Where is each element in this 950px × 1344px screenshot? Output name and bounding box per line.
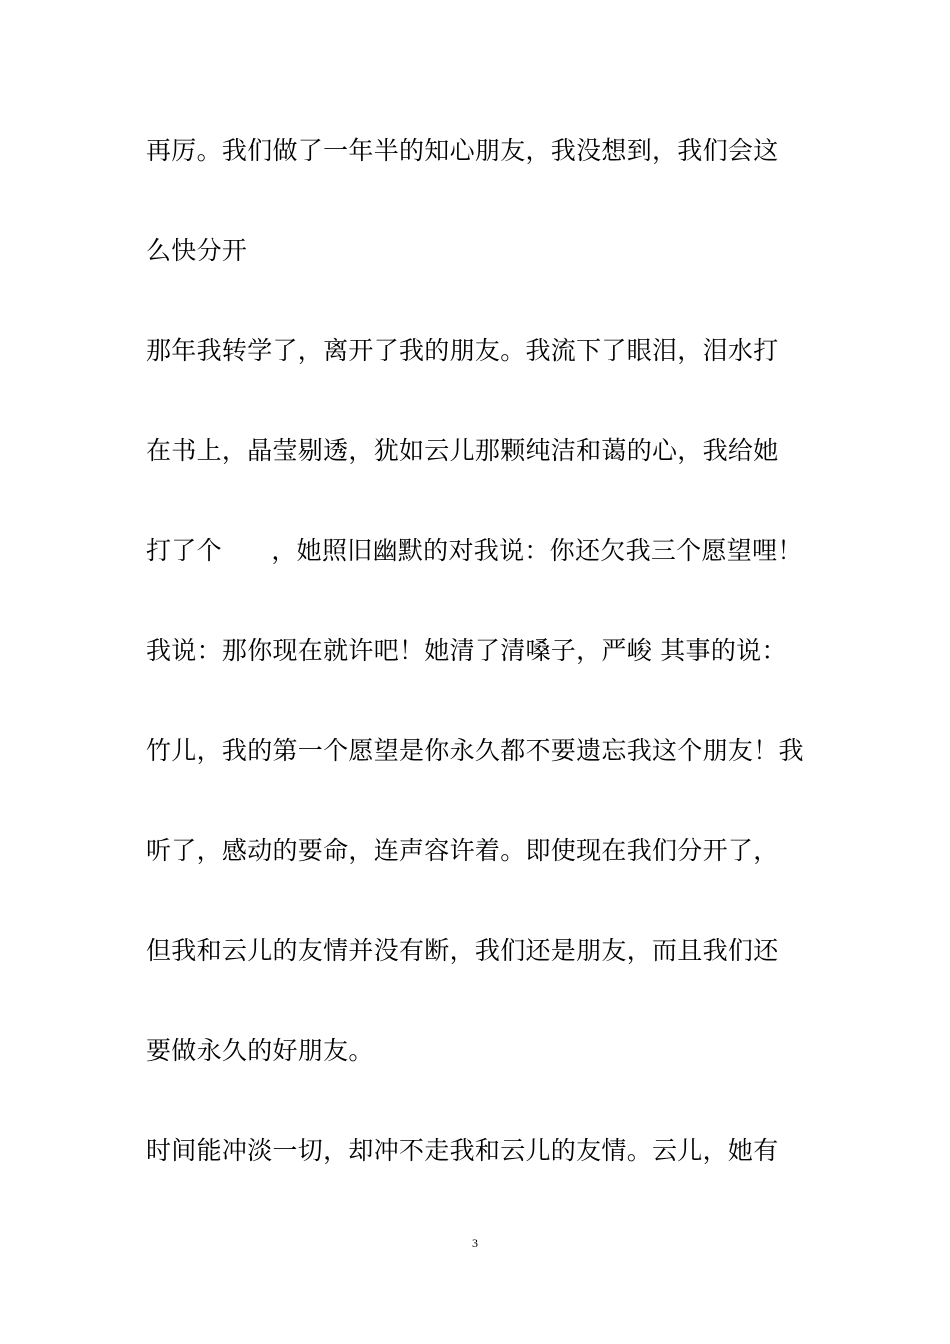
- text-line: 打了个 ，她照旧幽默的对我说：你还欠我三个愿望哩！: [146, 536, 803, 565]
- page-number: 3: [472, 1236, 478, 1250]
- text-line: 我说：那你现在就许吧！她清了清嗓子，严峻 其事的说：: [146, 636, 787, 665]
- text-line: 再厉。我们做了一年半的知心朋友，我没想到，我们会这: [146, 136, 779, 165]
- text-line: 时间能冲淡一切，却冲不走我和云儿的友情。云儿，她有: [146, 1136, 779, 1165]
- text-line: 但我和云儿的友情并没有断，我们还是朋友，而且我们还: [146, 936, 779, 965]
- text-line: 么快分开: [146, 236, 248, 265]
- text-line: 要做永久的好朋友。: [146, 1036, 374, 1065]
- text-line: 那年我转学了，离开了我的朋友。我流下了眼泪，泪水打: [146, 336, 779, 365]
- text-line: 在书上，晶莹剔透，犹如云儿那颗纯洁和蔼的心，我给她: [146, 436, 779, 465]
- text-line: 竹儿，我的第一个愿望是你永久都不要遗忘我这个朋友！我: [146, 736, 804, 765]
- text-line: 听了，感动的要命，连声容许着。即使现在我们分开了，: [146, 836, 779, 865]
